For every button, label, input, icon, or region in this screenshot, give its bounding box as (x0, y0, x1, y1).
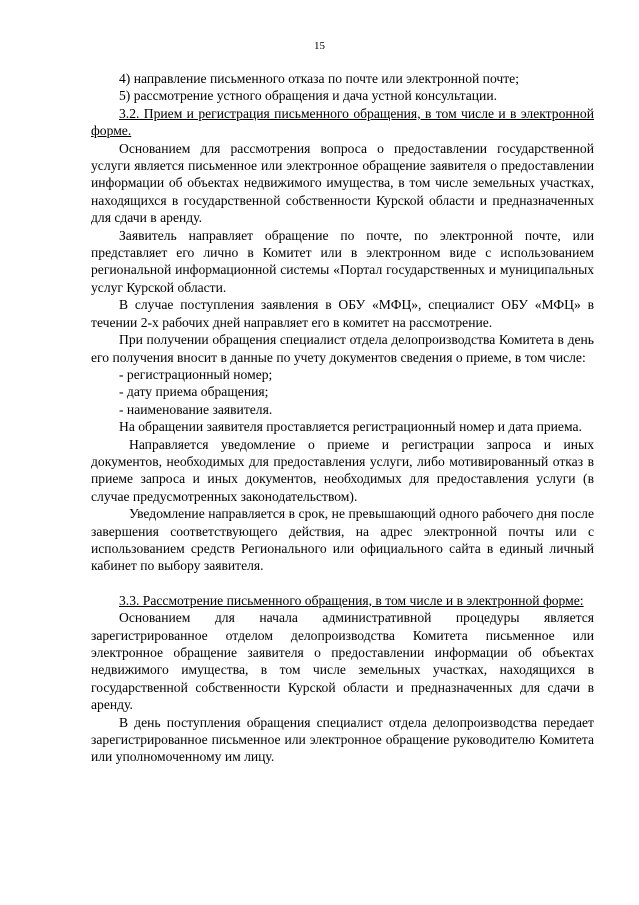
page-number: 15 (314, 40, 325, 52)
paragraph-applicant-sends: Заявитель направляет обращение по почте, по электронной почте, или представляет его лично в Комитет или в электронном виде с использованием региональной информационной системы «Портал государственных и муниципальных услуг Курской области. (91, 227, 594, 295)
section-heading-3-3: 3.3. Рассмотрение письменного обращения, в том числе и в электронной форме: (119, 592, 584, 608)
list-item-date: - дату приема обращения; (119, 384, 269, 400)
paragraph-notification: Направляется уведомление о приеме и регистрации запроса и иных документов, необходимых для предоставления услуги, либо мотивированный отказ в приеме запроса и иных документов, необходимых для предоставления услуги (в случае предусмотренных законодательством). (91, 436, 594, 504)
paragraph-registration: При получении обращения специалист отдела делопроизводства Комитета в день его получения вносит в данные по учету документов сведения о приеме, в том числе: (91, 332, 594, 365)
paragraph-list-item-5: 5) рассмотрение устного обращения и дача устной консультации. (119, 88, 498, 104)
paragraph-notification-deadline: Уведомление направляется в срок, не превышающий одного рабочего дня после завершения соответствующего действия, на адрес электронной почты или с использованием средств Регионального или официального сайта в единый личный кабинет по выбору заявителя. (91, 506, 594, 574)
paragraph-stamp: На обращении заявителя проставляется регистрационный номер и дата приема. (119, 419, 582, 435)
list-item-registration-number: - регистрационный номер; (119, 366, 273, 382)
list-item-applicant-name: - наименование заявителя. (119, 401, 273, 417)
paragraph-procedure-basis: Основанием для начала административной процедуры является зарегистрированное отделом делопроизводства Комитета письменное или электронное обращение заявителя о предоставлении информации об объектах недвижимого имущества, в том числе земельных участках, находящихся в государственной собственности Курской области и предназначенных для сдачи в аренду. (91, 610, 594, 713)
paragraph-list-item-4: 4) направление письменного отказа по почте или электронной почте; (119, 71, 519, 86)
section-spacer (91, 575, 594, 592)
section-heading-3-2: 3.2. Прием и регистрация письменного обращения, в том числе и в электронной форме. (91, 105, 594, 139)
paragraph-mfc: В случае поступления заявления в ОБУ «МФЦ», специалист ОБУ «МФЦ» в течении 2-х рабочих дней направляет его в комитет на рассмотрение. (91, 297, 594, 330)
paragraph-basis: Основанием для рассмотрения вопроса о предоставлении государственной услуги является письменное или электронное обращение заявителя о предоставлении информации об объектах недвижимого имущества, в том числе земельных участках, находящихся в государственной собственности Курской области и предназначенных для сдачи в аренду. (91, 140, 594, 226)
paragraph-transfer: В день поступления обращения специалист отдела делопроизводства передает зарегистрированное письменное или электронное обращение руководителю Комитета или уполномоченному им лицу. (91, 714, 594, 765)
document-body (91, 70, 594, 766)
